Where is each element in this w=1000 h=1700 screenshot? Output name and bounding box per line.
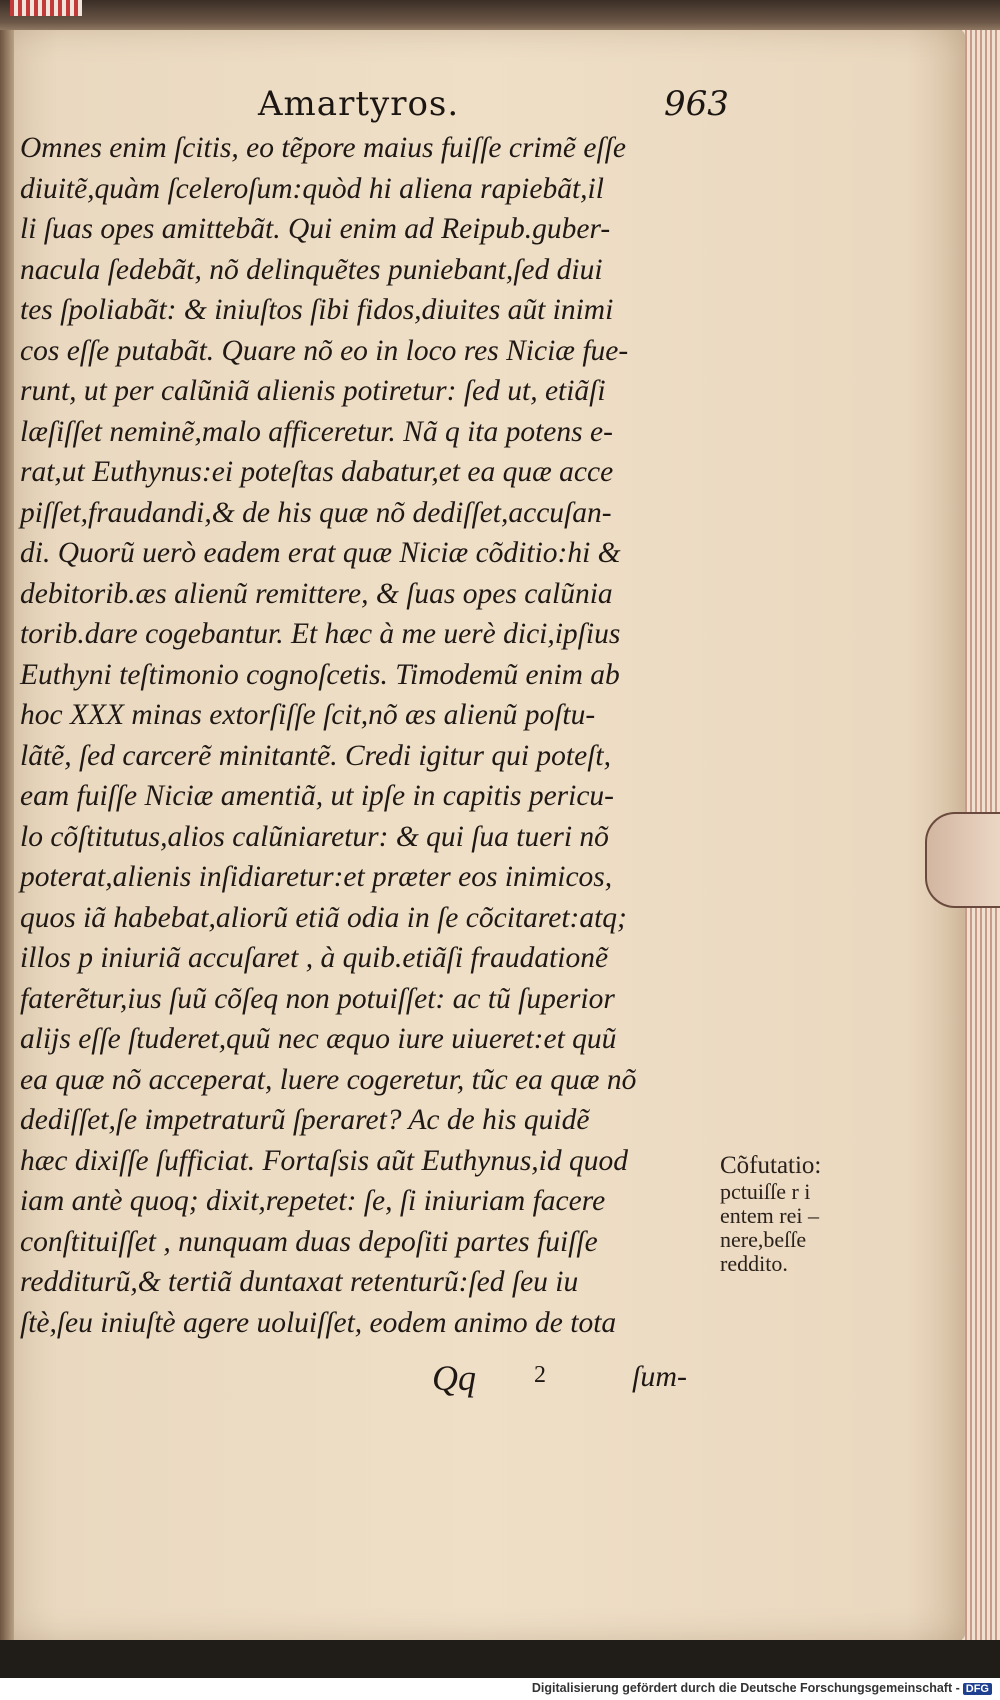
bookmark-ribbon [10,0,82,16]
text-line: quos iã habebat,aliorũ etiã odia in ſe cõcitaret:atq; [20,901,627,934]
text-line: dediſſet,ſe impetraturũ ſperaret? Ac de his quidẽ [20,1104,590,1136]
text-line: di. Quorũ uerò eadem erat quæ Niciæ cõditio:hi & [20,537,621,569]
binding-gutter [0,30,14,1640]
text-line: cos eſſe putabãt. Quare nõ eo in loco res Niciæ fue- [20,334,629,367]
text-line: piſſet,fraudandi,& de his quæ nõ dediſſet,accuſan- [20,496,612,529]
page-tab-marker [925,812,1000,908]
marginal-note-line: pctuiſſe r i [720,1179,811,1204]
marginal-note-line: reddito. [720,1251,788,1276]
text-line: lo cõſtitutus,alios calũniaretur: & qui ſua tueri nõ [20,820,609,853]
text-line: lãtẽ, ſed carcerẽ minitantẽ. Credi igitur qui poteſt, [20,739,611,772]
marginal-note [720,1152,840,1276]
page-number: 963 [664,84,729,124]
digitization-credit [532,1681,992,1695]
marginal-note-line: entem rei – [720,1203,819,1228]
body-text [20,128,720,1343]
text-line: redditurũ,& tertiã duntaxat retenturũ:ſed ſeu iu [20,1266,579,1298]
signature-number: 2 [534,1362,546,1388]
text-line: læſiſſet neminẽ,malo afficeretur. Nã q ita potens e- [20,415,613,448]
text-line: rat,ut Euthynus:ei poteſtas dabatur,et ea quæ acce [20,456,614,488]
marginal-note-line: Cõfutatio: [720,1152,822,1179]
text-line: conſtituiſſet , nunquam duas depoſiti partes fuiſſe [20,1225,598,1258]
text-line: aliјs eſſe ſtuderet,quũ nec æquo iure uiueret:et quũ [20,1023,617,1055]
scan-background [0,1640,1000,1678]
catchword: ſum- [632,1360,687,1393]
text-line: ea quæ nõ acceperat, luere cogeretur, tũc ea quæ nõ [20,1063,637,1096]
text-line: li ſuas opes amittebãt. Qui enim ad Reipub.guber- [20,213,611,245]
text-line: hoc XXX minas extorſiſſe ſcit,nõ æs alienũ poſtu- [20,699,596,731]
text-line: faterẽtur,ius ſuũ cõſeq non potuiſſet: ac tũ ſuperior [20,982,615,1015]
text-line: eam fuiſſe Niciæ amentiã, ut ipſe in capitis pericu- [20,780,615,812]
text-line: iam antè quoq; dixit,repetet: ſe, ſi iniuriam facere [20,1185,606,1217]
marginal-note-line: nere,beſſe [720,1227,807,1252]
text-line: Euthyni teſtimonio cognoſcetis. Timodemũ enim ab [20,658,620,691]
dfg-logo-icon: DFG [963,1683,992,1695]
text-line: torib.dare cogebantur. Et hæc à me uerè dici,ipſius [20,618,621,650]
text-line: hæc dixiſſe ſufficiat. Fortaſsis aũt Euthynus,id quod [20,1144,628,1177]
text-line: diuitẽ,quàm ſceleroſum:quòd hi aliena rapiebãt,il [20,172,604,205]
text-line: poterat,alienis inſidiaretur:et præter eos inimicos, [20,861,613,893]
text-line: nacula ſedebãt, nõ delinquẽtes puniebant,ſed diui [20,253,603,286]
credit-text: Digitalisierung gefördert durch die Deutsche Forschungsgemeinschaft - [531,1681,960,1695]
text-line: runt, ut per calũniã alienis potiretur: ſed ut, etiãſi [20,375,606,407]
running-head: Amartyros. [258,84,460,124]
text-line: debitorib.æs alienũ remittere, & ſuas opes calũnia [20,577,613,610]
text-line: ſtè,ſeu iniuſtè agere uoluiſſet, eodem animo de tota [20,1306,617,1339]
signature-mark: Qq [432,1358,476,1398]
text-line: Omnes enim ſcitis, eo tẽpore maius fuiſſe crimẽ eſſe [20,132,626,164]
text-line: tes ſpoliabãt: & iniuſtos ſibi fidos,diuites aũt inimi [20,294,614,326]
text-line: illos p iniuriã accuſaret , à quib.etiãſi fraudationẽ [20,942,609,974]
